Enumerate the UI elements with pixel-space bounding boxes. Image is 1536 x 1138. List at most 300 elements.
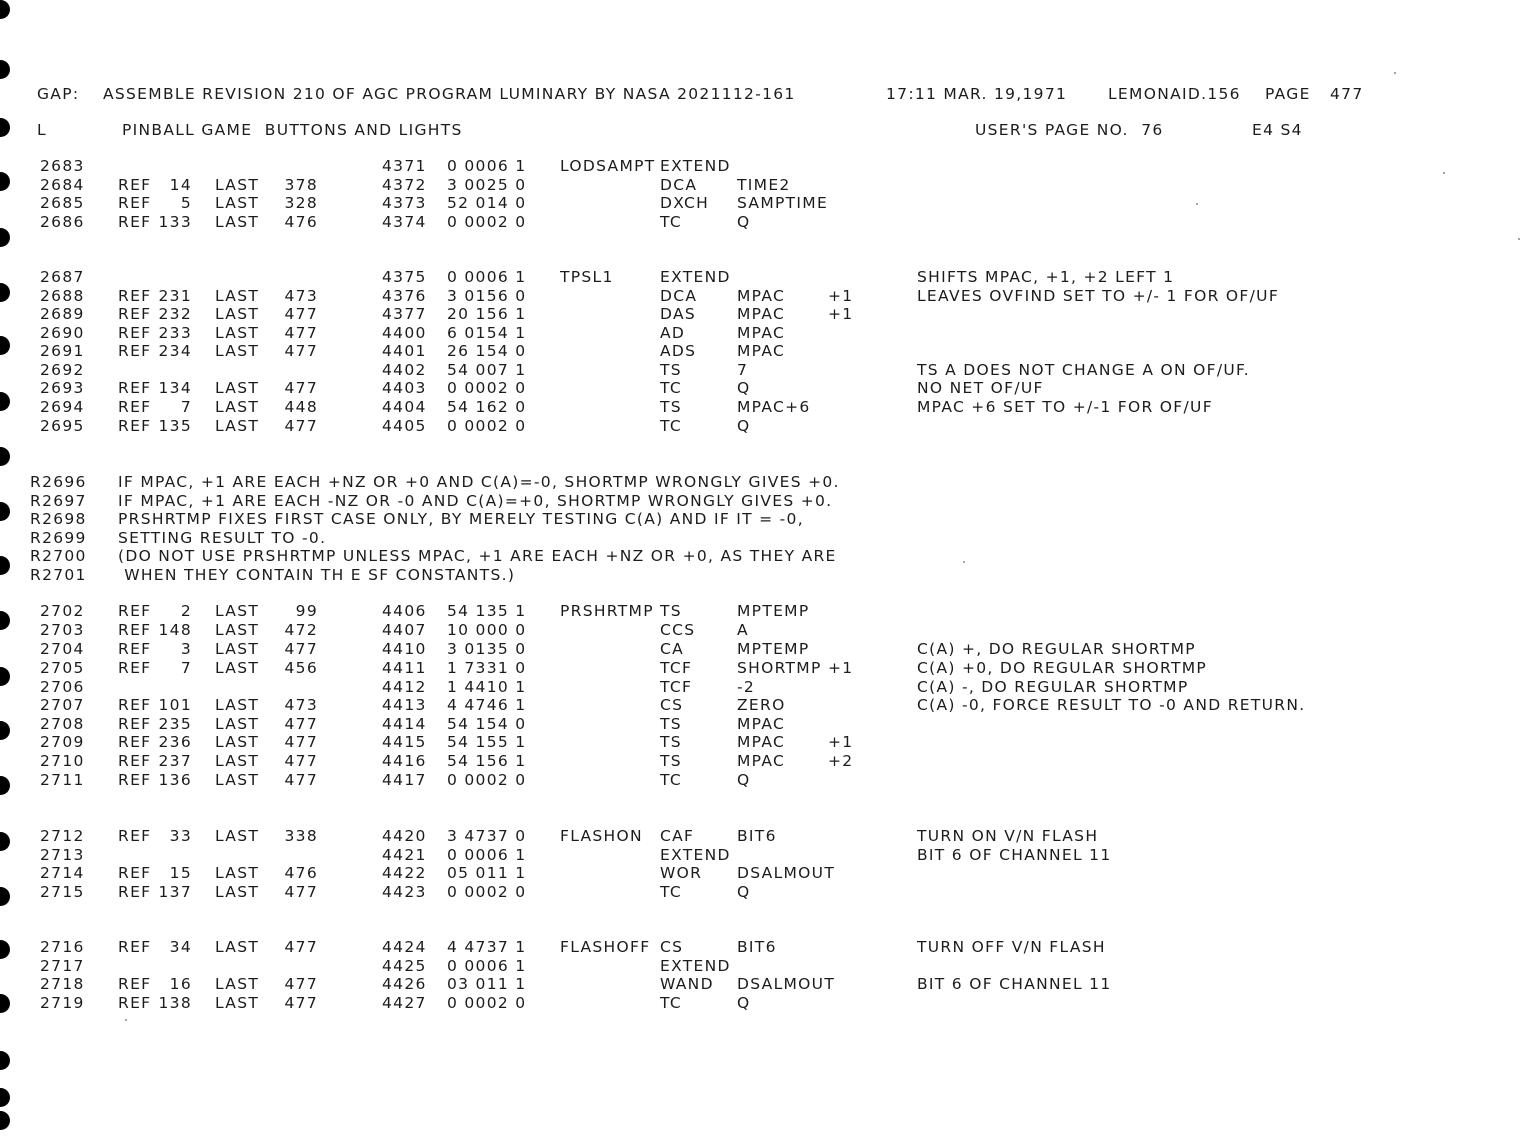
- octal-code: 0 0002 0: [447, 379, 527, 397]
- symbol-label: FLASHON: [560, 827, 643, 845]
- line-number: 2718: [40, 975, 85, 993]
- binder-hole: [0, 392, 10, 411]
- comment: TS A DOES NOT CHANGE A ON OF/UF.: [917, 361, 1250, 379]
- opcode: CCS: [660, 621, 696, 639]
- ref-label: REF: [118, 417, 152, 435]
- ref-count: 34: [169, 938, 192, 956]
- last-label: LAST: [215, 752, 260, 770]
- octal-code: 26 154 0: [447, 342, 527, 360]
- ref-count: 5: [180, 194, 192, 212]
- ref-label: REF: [118, 621, 152, 639]
- operand: MPTEMP: [737, 640, 810, 658]
- last-label: LAST: [215, 659, 260, 677]
- remark-text: WHEN THEY CONTAIN TH E SF CONSTANTS.): [118, 566, 516, 584]
- opcode: DXCH: [660, 194, 710, 212]
- opcode: TC: [660, 994, 682, 1012]
- address: 4376: [382, 287, 427, 305]
- octal-code: 54 155 1: [447, 733, 527, 751]
- comment: NO NET OF/UF: [917, 379, 1044, 397]
- line-number: 2709: [40, 733, 85, 751]
- opcode: TS: [660, 733, 682, 751]
- line-number: 2688: [40, 287, 85, 305]
- operand: DSALMOUT: [737, 975, 836, 993]
- octal-code: 4 4746 1: [447, 696, 527, 714]
- operand: MPAC: [737, 287, 786, 305]
- ref-count: 235: [158, 715, 192, 733]
- ref-label: REF: [118, 696, 152, 714]
- line-number: 2684: [40, 176, 85, 194]
- last-page: 477: [284, 379, 318, 397]
- opcode: TC: [660, 771, 682, 789]
- line-number: 2703: [40, 621, 85, 639]
- ref-label: REF: [118, 994, 152, 1012]
- symbol-label: TPSL1: [560, 268, 614, 286]
- operand-modifier: +1: [828, 305, 854, 323]
- octal-code: 0 0006 1: [447, 268, 527, 286]
- last-label: LAST: [215, 994, 260, 1012]
- last-page: 477: [284, 975, 318, 993]
- ref-label: REF: [118, 733, 152, 751]
- line-number: 2716: [40, 938, 85, 956]
- octal-code: 0 0002 0: [447, 994, 527, 1012]
- octal-code: 10 000 0: [447, 621, 527, 639]
- binder-hole: [0, 172, 10, 191]
- ref-count: 134: [158, 379, 192, 397]
- symbol-label: FLASHOFF: [560, 938, 651, 956]
- speck: [1394, 72, 1396, 74]
- last-page: 99: [295, 602, 318, 620]
- last-label: LAST: [215, 305, 260, 323]
- remark-text: IF MPAC, +1 ARE EACH -NZ OR -0 AND C(A)=+0, SHORTMP WRONGLY GIVES +0.: [118, 492, 833, 510]
- last-page: 338: [284, 827, 318, 845]
- address: 4374: [382, 213, 427, 231]
- ref-count: 135: [158, 417, 192, 435]
- binder-hole: [0, 283, 10, 302]
- line-number: 2707: [40, 696, 85, 714]
- opcode: ADS: [660, 342, 697, 360]
- ref-label: REF: [118, 752, 152, 770]
- octal-code: 1 7331 0: [447, 659, 527, 677]
- speck: [125, 1019, 127, 1021]
- operand: MPTEMP: [737, 602, 810, 620]
- line-number: 2704: [40, 640, 85, 658]
- opcode: TCF: [660, 678, 693, 696]
- page-label: PAGE: [1265, 85, 1311, 103]
- symbol-label: LODSAMPT: [560, 157, 656, 175]
- address: 4416: [382, 752, 427, 770]
- last-label: LAST: [215, 287, 260, 305]
- last-page: 477: [284, 640, 318, 658]
- operand-modifier: +2: [828, 752, 854, 770]
- address: 4425: [382, 957, 427, 975]
- octal-code: 0 0002 0: [447, 771, 527, 789]
- address: 4371: [382, 157, 427, 175]
- remark-line-number: R2701: [30, 566, 87, 584]
- ref-count: 231: [158, 287, 192, 305]
- opcode: CA: [660, 640, 685, 658]
- ref-label: REF: [118, 213, 152, 231]
- last-page: 448: [284, 398, 318, 416]
- operand: BIT6: [737, 827, 777, 845]
- line-number: 2694: [40, 398, 85, 416]
- operand: A: [737, 621, 749, 639]
- octal-code: 52 014 0: [447, 194, 527, 212]
- operand-modifier: +1: [828, 659, 854, 677]
- comment: BIT 6 OF CHANNEL 11: [917, 846, 1112, 864]
- ref-label: REF: [118, 287, 152, 305]
- binder-hole: [0, 940, 10, 959]
- ref-label: REF: [118, 640, 152, 658]
- remark-text: PRSHRTMP FIXES FIRST CASE ONLY, BY MERELY TESTING C(A) AND IF IT = -0,: [118, 510, 804, 528]
- binder-hole: [0, 1111, 10, 1130]
- ref-count: 101: [158, 696, 192, 714]
- last-page: 477: [284, 771, 318, 789]
- octal-code: 0 0002 0: [447, 213, 527, 231]
- address: 4377: [382, 305, 427, 323]
- last-page: 477: [284, 417, 318, 435]
- opcode: DCA: [660, 287, 698, 305]
- binder-hole: [0, 994, 10, 1013]
- last-page: 476: [284, 864, 318, 882]
- operand: Q: [737, 771, 751, 789]
- opcode: TS: [660, 361, 682, 379]
- opcode: TC: [660, 379, 682, 397]
- last-label: LAST: [215, 640, 260, 658]
- octal-code: 4 4737 1: [447, 938, 527, 956]
- binder-hole: [0, 667, 10, 686]
- address: 4424: [382, 938, 427, 956]
- line-number: 2695: [40, 417, 85, 435]
- ref-label: REF: [118, 342, 152, 360]
- line-number: 2717: [40, 957, 85, 975]
- binder-hole: [0, 447, 10, 466]
- opcode: WOR: [660, 864, 703, 882]
- remark-line-number: R2700: [30, 547, 87, 565]
- operand: ZERO: [737, 696, 786, 714]
- last-page: 477: [284, 938, 318, 956]
- last-page: 477: [284, 733, 318, 751]
- address: 4372: [382, 176, 427, 194]
- line-number: 2715: [40, 883, 85, 901]
- line-number: 2702: [40, 602, 85, 620]
- speck: [1443, 172, 1445, 174]
- operand: MPAC: [737, 733, 786, 751]
- operand: 7: [737, 361, 749, 379]
- comment: TURN ON V/N FLASH: [917, 827, 1099, 845]
- comment: TURN OFF V/N FLASH: [917, 938, 1106, 956]
- binder-hole: [0, 502, 10, 521]
- operand: -2: [737, 678, 756, 696]
- binder-hole: [0, 887, 10, 906]
- ref-label: REF: [118, 305, 152, 323]
- line-number: 2693: [40, 379, 85, 397]
- comment: BIT 6 OF CHANNEL 11: [917, 975, 1112, 993]
- line-number: 2705: [40, 659, 85, 677]
- address: 4411: [382, 659, 427, 677]
- remark-line-number: R2699: [30, 529, 87, 547]
- operand: Q: [737, 417, 751, 435]
- operand: MPAC: [737, 342, 786, 360]
- last-page: 477: [284, 305, 318, 323]
- opcode: EXTEND: [660, 846, 731, 864]
- gap-label: GAP:: [37, 85, 80, 103]
- octal-code: 05 011 1: [447, 864, 527, 882]
- octal-code: 20 156 1: [447, 305, 527, 323]
- line-number: 2710: [40, 752, 85, 770]
- last-label: LAST: [215, 176, 260, 194]
- user-page-number: USER'S PAGE NO. 76: [975, 121, 1164, 139]
- last-label: LAST: [215, 715, 260, 733]
- remark-text: (DO NOT USE PRSHRTMP UNLESS MPAC, +1 ARE EACH +NZ OR +0, AS THEY ARE: [118, 547, 837, 565]
- remark-line-number: R2696: [30, 473, 87, 491]
- address: 4406: [382, 602, 427, 620]
- operand: MPAC: [737, 305, 786, 323]
- comment: C(A) +, DO REGULAR SHORTMP: [917, 640, 1196, 658]
- octal-code: 54 154 0: [447, 715, 527, 733]
- last-label: LAST: [215, 696, 260, 714]
- ref-count: 16: [169, 975, 192, 993]
- ref-count: 7: [180, 398, 192, 416]
- ref-count: 3: [180, 640, 192, 658]
- comment: MPAC +6 SET TO +/-1 FOR OF/UF: [917, 398, 1213, 416]
- speck: [1518, 238, 1520, 240]
- opcode: EXTEND: [660, 268, 731, 286]
- last-page: 473: [284, 696, 318, 714]
- address: 4401: [382, 342, 427, 360]
- operand-modifier: +1: [828, 287, 854, 305]
- octal-code: 0 0002 0: [447, 883, 527, 901]
- assembly-datetime: 17:11 MAR. 19,1971: [886, 85, 1068, 103]
- ref-label: REF: [118, 659, 152, 677]
- last-page: 456: [284, 659, 318, 677]
- last-label: LAST: [215, 379, 260, 397]
- speck: [1196, 203, 1198, 205]
- operand: MPAC+6: [737, 398, 811, 416]
- octal-code: 3 0135 0: [447, 640, 527, 658]
- last-page: 477: [284, 752, 318, 770]
- octal-code: 0 0006 1: [447, 157, 527, 175]
- remark-line-number: R2697: [30, 492, 87, 510]
- opcode: TC: [660, 213, 682, 231]
- address: 4417: [382, 771, 427, 789]
- line-number: 2714: [40, 864, 85, 882]
- binder-hole: [0, 556, 10, 575]
- octal-code: 54 156 1: [447, 752, 527, 770]
- opcode: TC: [660, 883, 682, 901]
- ref-label: REF: [118, 771, 152, 789]
- last-page: 472: [284, 621, 318, 639]
- line-number: 2690: [40, 324, 85, 342]
- operand: BIT6: [737, 938, 777, 956]
- last-page: 476: [284, 213, 318, 231]
- ref-count: 15: [169, 864, 192, 882]
- last-label: LAST: [215, 975, 260, 993]
- address: 4420: [382, 827, 427, 845]
- ref-label: REF: [118, 379, 152, 397]
- ref-count: 148: [158, 621, 192, 639]
- ref-count: 7: [180, 659, 192, 677]
- opcode: AD: [660, 324, 686, 342]
- last-label: LAST: [215, 733, 260, 751]
- comment: SHIFTS MPAC, +1, +2 LEFT 1: [917, 268, 1175, 286]
- ref-label: REF: [118, 176, 152, 194]
- octal-code: 3 0156 0: [447, 287, 527, 305]
- address: 4375: [382, 268, 427, 286]
- remark-text: SETTING RESULT TO -0.: [118, 529, 327, 547]
- ref-label: REF: [118, 324, 152, 342]
- line-number: 2686: [40, 213, 85, 231]
- operand-modifier: +1: [828, 733, 854, 751]
- opcode: TCF: [660, 659, 693, 677]
- operand: Q: [737, 883, 751, 901]
- ref-label: REF: [118, 975, 152, 993]
- address: 4373: [382, 194, 427, 212]
- last-label: LAST: [215, 771, 260, 789]
- line-number: 2712: [40, 827, 85, 845]
- operand: Q: [737, 379, 751, 397]
- address: 4400: [382, 324, 427, 342]
- ref-count: 133: [158, 213, 192, 231]
- ref-label: REF: [118, 602, 152, 620]
- opcode: TS: [660, 602, 682, 620]
- line-number: 2691: [40, 342, 85, 360]
- binder-hole: [0, 776, 10, 795]
- address: 4414: [382, 715, 427, 733]
- ref-count: 138: [158, 994, 192, 1012]
- opcode: CAF: [660, 827, 695, 845]
- address: 4405: [382, 417, 427, 435]
- last-label: LAST: [215, 194, 260, 212]
- octal-code: 3 4737 0: [447, 827, 527, 845]
- ref-count: 237: [158, 752, 192, 770]
- last-page: 328: [284, 194, 318, 212]
- last-page: 477: [284, 883, 318, 901]
- ref-count: 234: [158, 342, 192, 360]
- memory-bank: E4 S4: [1252, 121, 1303, 139]
- line-number: 2687: [40, 268, 85, 286]
- last-label: LAST: [215, 398, 260, 416]
- binder-hole: [0, 1051, 10, 1070]
- comment: C(A) -0, FORCE RESULT TO -0 AND RETURN.: [917, 696, 1306, 714]
- octal-code: 1 4410 1: [447, 678, 527, 696]
- opcode: TC: [660, 417, 682, 435]
- section-title: PINBALL GAME BUTTONS AND LIGHTS: [122, 121, 463, 139]
- speck: [963, 561, 965, 563]
- opcode: EXTEND: [660, 157, 731, 175]
- ref-count: 33: [169, 827, 192, 845]
- line-number: 2706: [40, 678, 85, 696]
- operand: MPAC: [737, 324, 786, 342]
- log-mark: L: [37, 121, 47, 139]
- ref-count: 2: [180, 602, 192, 620]
- line-number: 2685: [40, 194, 85, 212]
- last-page: 477: [284, 715, 318, 733]
- last-label: LAST: [215, 864, 260, 882]
- address: 4402: [382, 361, 427, 379]
- ref-count: 14: [169, 176, 192, 194]
- last-page: 477: [284, 342, 318, 360]
- last-label: LAST: [215, 827, 260, 845]
- last-label: LAST: [215, 621, 260, 639]
- octal-code: 0 0006 1: [447, 846, 527, 864]
- address: 4423: [382, 883, 427, 901]
- ref-count: 233: [158, 324, 192, 342]
- address: 4404: [382, 398, 427, 416]
- assemble-title: ASSEMBLE REVISION 210 OF AGC PROGRAM LUMINARY BY NASA 2021112-161: [103, 85, 796, 103]
- binder-hole: [0, 60, 10, 79]
- operand: TIME2: [737, 176, 791, 194]
- address: 4427: [382, 994, 427, 1012]
- line-number: 2708: [40, 715, 85, 733]
- last-label: LAST: [215, 883, 260, 901]
- line-number: 2719: [40, 994, 85, 1012]
- operand: Q: [737, 994, 751, 1012]
- line-number: 2689: [40, 305, 85, 323]
- last-page: 378: [284, 176, 318, 194]
- line-number: 2713: [40, 846, 85, 864]
- last-label: LAST: [215, 324, 260, 342]
- ref-count: 136: [158, 771, 192, 789]
- opcode: DAS: [660, 305, 697, 323]
- octal-code: 0 0006 1: [447, 957, 527, 975]
- ref-label: REF: [118, 194, 152, 212]
- address: 4415: [382, 733, 427, 751]
- last-label: LAST: [215, 417, 260, 435]
- line-number: 2683: [40, 157, 85, 175]
- ref-count: 236: [158, 733, 192, 751]
- operand: Q: [737, 213, 751, 231]
- operand: MPAC: [737, 752, 786, 770]
- binder-hole: [0, 832, 10, 851]
- ref-label: REF: [118, 398, 152, 416]
- ref-label: REF: [118, 827, 152, 845]
- binder-hole: [0, 611, 10, 630]
- opcode: CS: [660, 696, 684, 714]
- operand: SAMPTIME: [737, 194, 829, 212]
- last-label: LAST: [215, 602, 260, 620]
- binder-hole: [0, 228, 10, 247]
- operand: SHORTMP: [737, 659, 822, 677]
- octal-code: 3 0025 0: [447, 176, 527, 194]
- ref-label: REF: [118, 883, 152, 901]
- comment: LEAVES OVFIND SET TO +/- 1 FOR OF/UF: [917, 287, 1280, 305]
- ref-count: 137: [158, 883, 192, 901]
- ref-label: REF: [118, 938, 152, 956]
- address: 4413: [382, 696, 427, 714]
- address: 4410: [382, 640, 427, 658]
- octal-code: 54 007 1: [447, 361, 527, 379]
- opcode: EXTEND: [660, 957, 731, 975]
- last-page: 477: [284, 324, 318, 342]
- binder-hole: [0, 1088, 10, 1107]
- binder-hole: [0, 336, 10, 355]
- line-number: 2692: [40, 361, 85, 379]
- remark-text: IF MPAC, +1 ARE EACH +NZ OR +0 AND C(A)=-0, SHORTMP WRONGLY GIVES +0.: [118, 473, 840, 491]
- address: 4403: [382, 379, 427, 397]
- comment: C(A) +0, DO REGULAR SHORTMP: [917, 659, 1208, 677]
- comment: C(A) -, DO REGULAR SHORTMP: [917, 678, 1189, 696]
- ref-label: REF: [118, 715, 152, 733]
- octal-code: 03 011 1: [447, 975, 527, 993]
- opcode: WAND: [660, 975, 714, 993]
- operand: MPAC: [737, 715, 786, 733]
- last-label: LAST: [215, 938, 260, 956]
- opcode: TS: [660, 398, 682, 416]
- octal-code: 6 0154 1: [447, 324, 527, 342]
- address: 4407: [382, 621, 427, 639]
- last-page: 473: [284, 287, 318, 305]
- octal-code: 0 0002 0: [447, 417, 527, 435]
